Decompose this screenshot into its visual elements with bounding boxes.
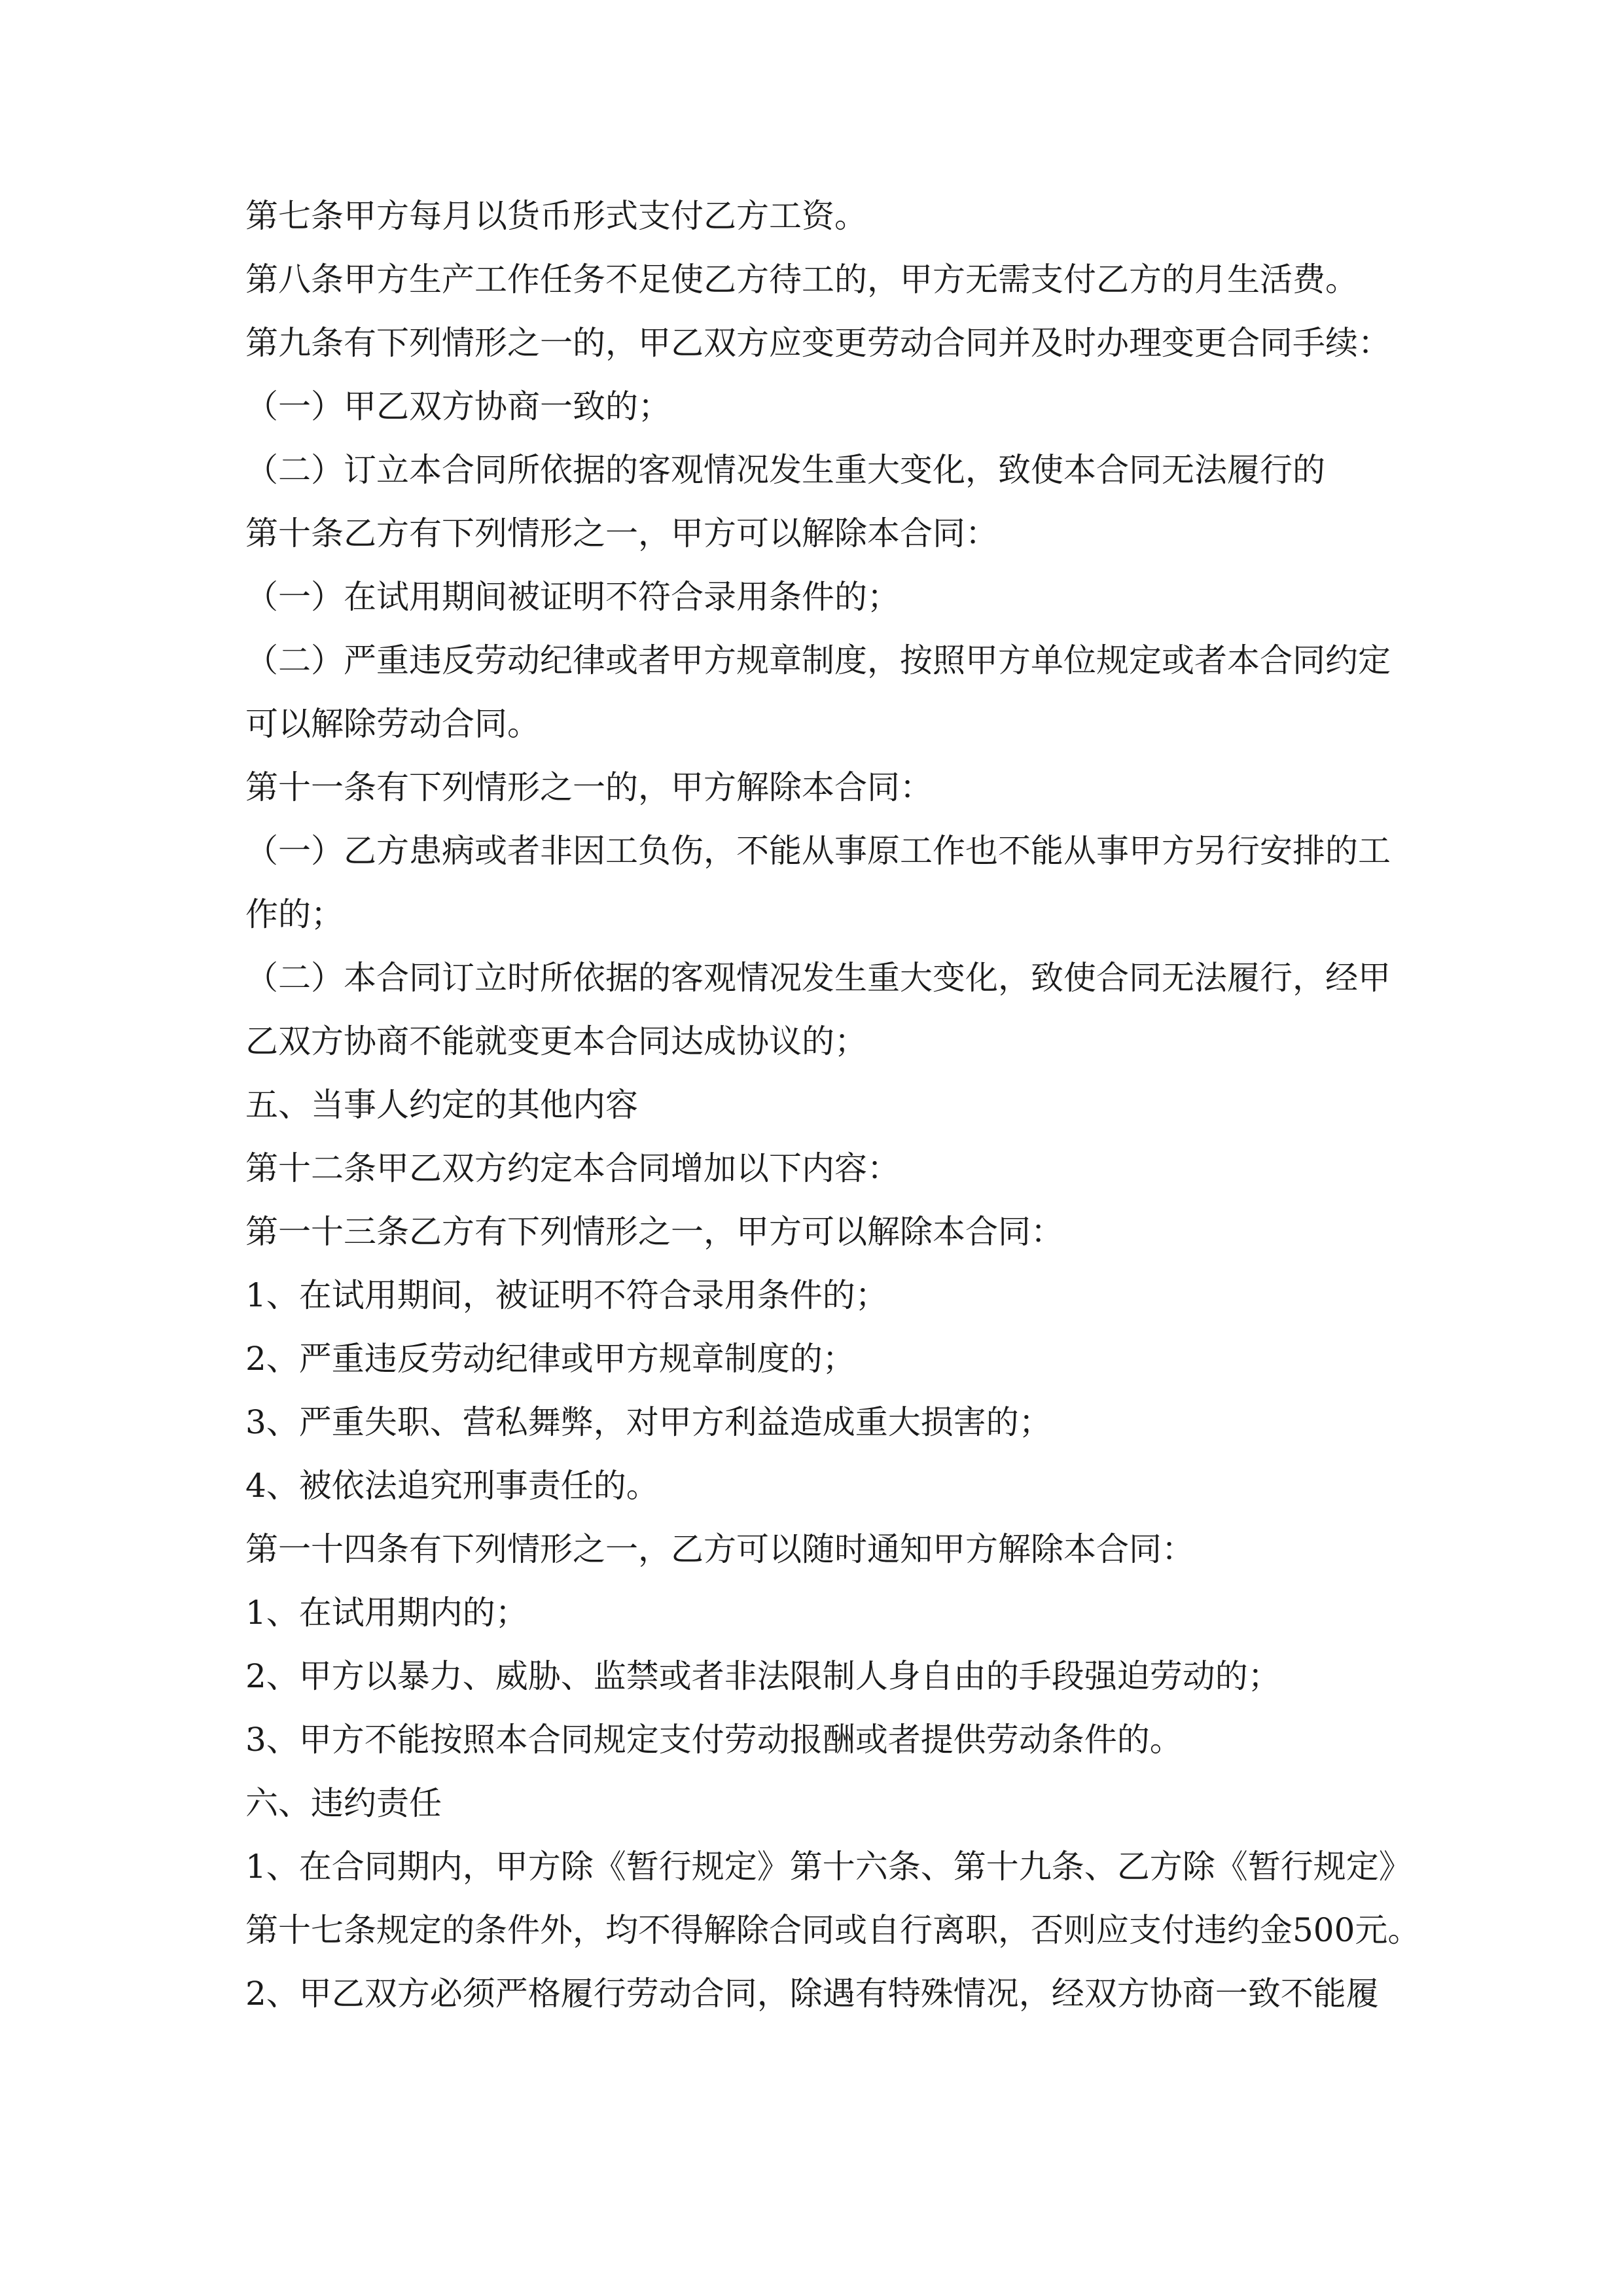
text-line: 3、甲方不能按照本合同规定支付劳动报酬或者提供劳动条件的。 [245,1721,1183,1759]
text-line: 1、在试用期间，被证明不符合录用条件的； [245,1276,888,1314]
text-line: 第十二条甲乙双方约定本合同增加以下内容： [245,1149,900,1187]
text-line: 第十条乙方有下列情形之一，甲方可以解除本合同： [245,514,998,552]
text-line: 第十一条有下列情形之一的，甲方解除本合同： [245,768,933,806]
text-line: 第七条甲方每月以货币形式支付乙方工资。 [245,197,867,235]
text-line: 4、被依法追究刑事责任的。 [245,1467,659,1505]
text-line: （二）本合同订立时所依据的客观情况发生重大变化，致使合同无法履行，经甲 [245,959,1391,997]
text-line: （一）乙方患病或者非因工负伤，不能从事原工作也不能从事甲方另行安排的工 [245,832,1391,870]
text-line: （一）在试用期间被证明不符合录用条件的； [245,578,900,616]
text-line: （二）订立本合同所依据的客观情况发生重大变化，致使本合同无法履行的 [245,451,1325,489]
text-line: 第一十三条乙方有下列情形之一，甲方可以解除本合同： [245,1213,1063,1251]
section-heading: 五、当事人约定的其他内容 [245,1086,638,1124]
text-line: 第十七条规定的条件外，均不得解除合同或自行离职，否则应支付违约金500元。 [245,1911,1421,1949]
text-line: 可以解除劳动合同。 [245,705,540,743]
text-line: 第九条有下列情形之一的，甲乙双方应变更劳动合同并及时办理变更合同手续： [245,324,1391,362]
text-line: 第一十四条有下列情形之一，乙方可以随时通知甲方解除本合同： [245,1530,1194,1568]
text-line: 乙双方协商不能就变更本合同达成协议的； [245,1022,867,1060]
text-line: 作的； [245,895,344,933]
text-line: 1、在合同期内，甲方除《暂行规定》第十六条、第十九条、乙方除《暂行规定》 [245,1848,1412,1886]
text-line: （二）严重违反劳动纪律或者甲方规章制度，按照甲方单位规定或者本合同约定 [245,641,1391,679]
text-line: 1、在试用期内的； [245,1594,528,1632]
text-line: 第八条甲方生产工作任务不足使乙方待工的，甲方无需支付乙方的月生活费。 [245,260,1358,298]
text-line: 2、甲乙双方必须严格履行劳动合同，除遇有特殊情况，经双方协商一致不能履 [245,1975,1379,2013]
text-line: 2、甲方以暴力、威胁、监禁或者非法限制人身自由的手段强迫劳动的； [245,1657,1281,1695]
text-line: 2、严重违反劳动纪律或甲方规章制度的； [245,1340,855,1378]
text-line: 3、严重失职、营私舞弊，对甲方利益造成重大损害的； [245,1403,1052,1441]
text-line: （一）甲乙双方协商一致的； [245,387,671,425]
section-heading: 六、违约责任 [245,1784,442,1822]
